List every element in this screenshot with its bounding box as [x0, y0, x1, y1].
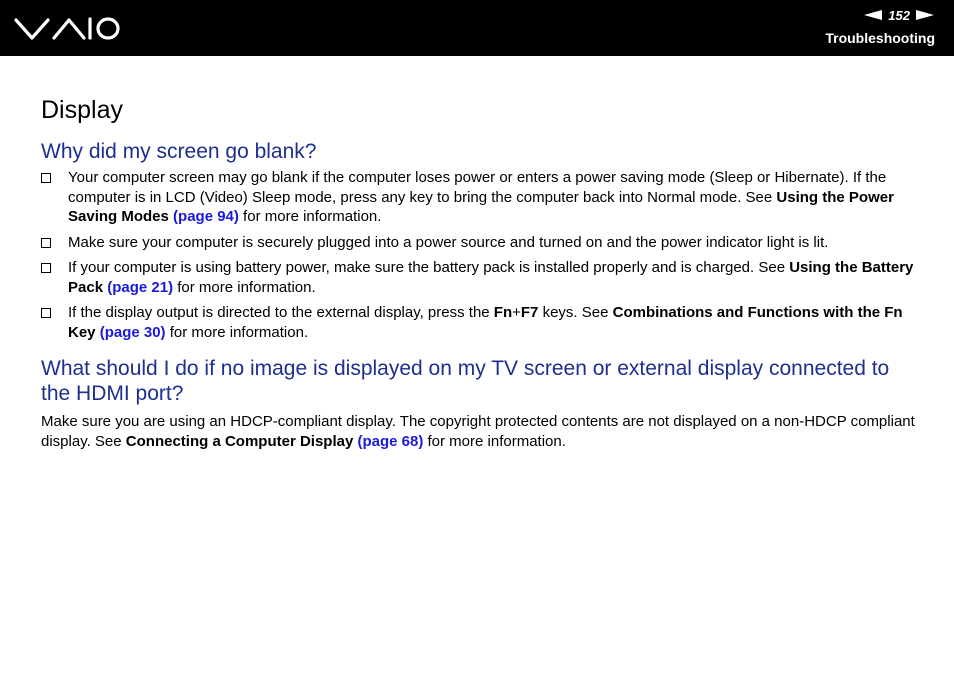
paragraph-text: for more information.: [423, 432, 566, 450]
item-text: If your computer is using battery power, make sure the battery pack is installed properly and is charged. See: [68, 259, 790, 276]
paragraph-text: Make sure you are using an HDCP-compliant display. The copyright protected contents are not displayed on a non-HDCP compliant display. See: [41, 413, 915, 450]
item-text: for more information.: [165, 323, 309, 341]
previous-page-arrow-icon[interactable]: [864, 10, 882, 20]
checkbox-bullet-icon: [41, 173, 51, 183]
answer-paragraph: [41, 412, 916, 451]
key-plus: +: [512, 304, 521, 321]
cross-reference-title: Using the Power Saving Modes: [68, 188, 894, 225]
vaio-logo: [14, 14, 120, 42]
item-text: If the display output is directed to the external display, press the: [68, 304, 494, 321]
page-title: Display: [41, 96, 123, 124]
page-link[interactable]: (page 68): [357, 432, 424, 450]
item-text: for more information.: [238, 208, 382, 225]
question-heading-hdmi: What should I do if no image is displayed on my TV screen or external display connected to the HDMI port?: [41, 357, 890, 405]
page-header: [0, 0, 954, 56]
main-content: [41, 95, 916, 451]
page-link[interactable]: (page 94): [173, 208, 239, 225]
item-text: keys. See: [538, 304, 613, 321]
section-title: Troubleshooting: [825, 30, 935, 46]
page-link[interactable]: (page 21): [107, 278, 174, 296]
key-name: F7: [520, 304, 539, 321]
answer-list: [41, 168, 916, 342]
checkbox-bullet-icon: [41, 263, 51, 273]
item-text: Your computer screen may go blank if the computer loses power or enters a power saving mode (Sleep or Hibernate). If the computer is in LCD (Video) Sleep mode, press any key to bring the computer back into Normal mode. See: [68, 169, 887, 206]
list-item: [41, 258, 916, 297]
checkbox-bullet-icon: [41, 238, 51, 248]
list-item: [41, 233, 916, 253]
key-name: Fn: [493, 304, 513, 321]
list-item: [41, 303, 916, 342]
cross-reference-title: Combinations and Functions with the Fn Key: [68, 304, 903, 341]
item-text: for more information.: [173, 278, 316, 296]
cross-reference-title: Connecting a Computer Display: [125, 432, 354, 450]
checkbox-bullet-icon: [41, 308, 51, 318]
page-link[interactable]: (page 30): [99, 323, 166, 341]
item-text: Make sure your computer is securely plugged into a power source and turned on and the power indicator light is lit.: [68, 233, 829, 251]
page-navigator: [864, 7, 934, 23]
question-heading-blank-screen: Why did my screen go blank?: [41, 140, 317, 163]
cross-reference-title: Using the Battery Pack: [68, 259, 914, 296]
next-page-arrow-icon[interactable]: [916, 10, 934, 20]
page-number: 152: [888, 7, 910, 23]
list-item: [41, 168, 916, 227]
